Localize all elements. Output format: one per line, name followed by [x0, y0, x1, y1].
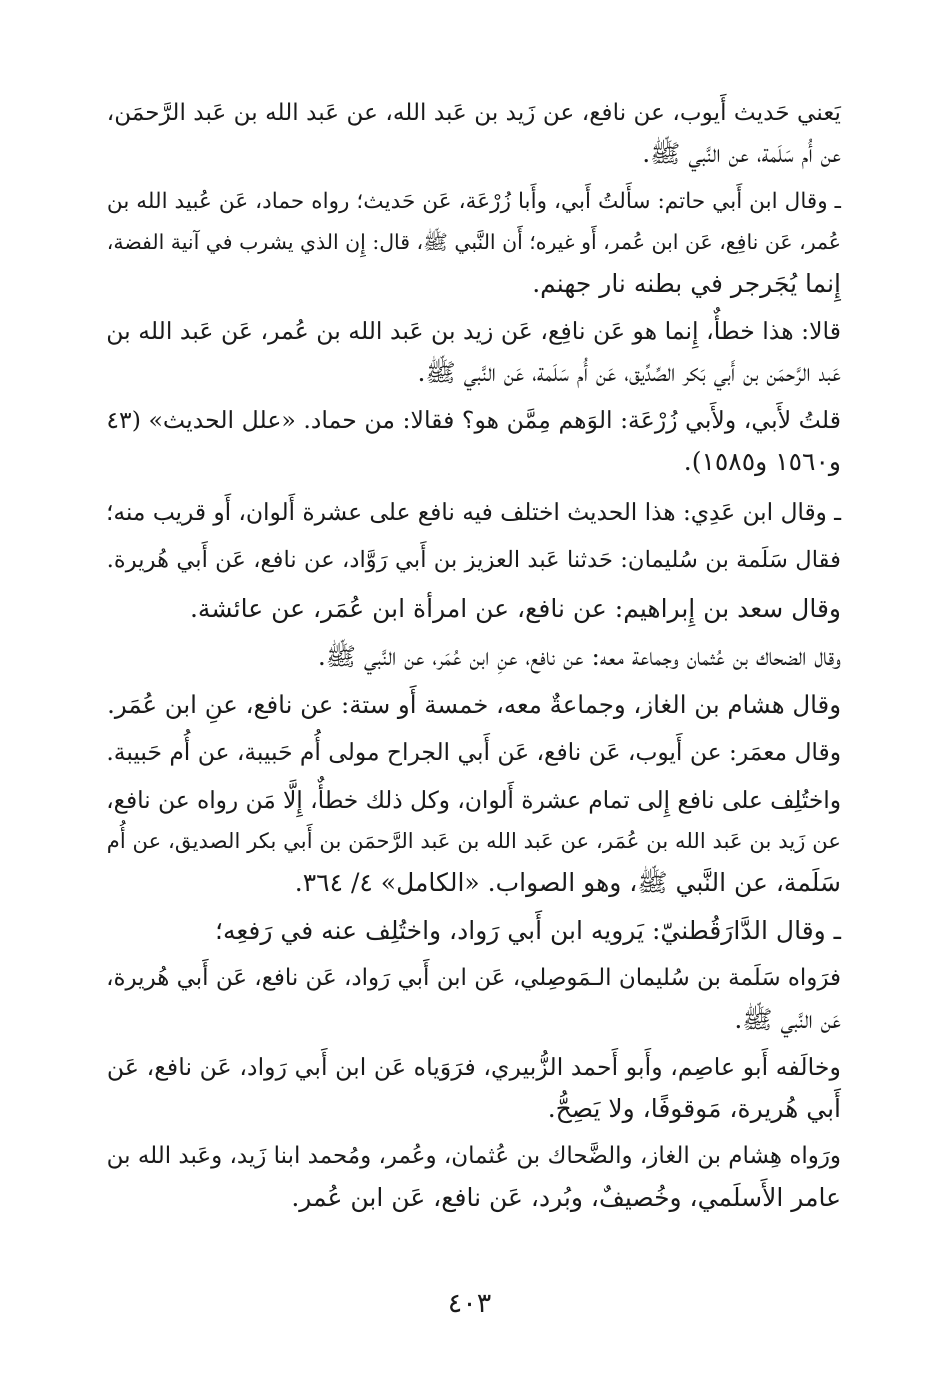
text-line: عن أُم سَلَمة، عن النَّبي ﷺ.	[642, 139, 841, 168]
text-line: ـ وقال ابن أَبي حاتم: سأَلتُ أَبي، وأَبا زُرْعَة، عَن حَديث؛ رواه حماد، عَن عُبيد الله بن	[106, 189, 841, 214]
text-line: عن زَيد بن عَبد الله بن عُمَر، عن عَبد الله بن عَبد الرَّحمَن بن أَبي بكر الصديق، عن أُم	[106, 829, 841, 854]
text-line: ـ وقال الدَّارَقُطنيّ: يَرويه ابن أَبي رَواد، واختُلِف عنه في رَفعِه؛	[215, 916, 841, 945]
paragraph	[95, 636, 841, 677]
text-line: وقال الضحاك بن عُثمان وجماعة معه: عن نافع، عنِ ابن عُمَر، عن النَّبي ﷺ.	[317, 642, 841, 671]
paragraph	[95, 400, 841, 482]
text-line: عُمر، عَن نافِع، عَن ابن عُمر، أَو غيره؛ أَن النَّبي ﷺ، قال: إِن الذي يشرب في آنية الفضة،	[106, 230, 841, 254]
paragraph	[95, 92, 841, 174]
text-line: وقال سعد بن إِبراهيم: عن نافع، عن امرأة ابن عُمَر، عن عائشة.	[189, 594, 841, 623]
paragraph	[95, 910, 841, 951]
text-line: وخالَفه أَبو عاصِم، وأَبو أَحمد الزُّبيري، فرَوَياه عَن ابن أَبي رَواد، عَن نافع، عَن	[106, 1053, 841, 1081]
text-line: سَلَمة، عن النَّبي ﷺ، وهو الصواب. «الكامل» ٤/ ٣٦٤.	[294, 868, 841, 897]
paragraph	[95, 958, 841, 1040]
text-line: قلتُ لأَبي، ولأَبي زُرْعَة: الوَهم مِمَّن هو؟ فقالا: من حماد. «علل الحديث» (٤٣	[106, 406, 841, 434]
text-line: قالا: هذا خطأٌ، إِنما هو عَن نافِع، عَن زيد بن عَبد الله بن عُمر، عَن عَبد الله بن	[106, 317, 841, 345]
paragraph	[95, 311, 841, 393]
text-line: وقال هشام بن الغاز، وجماعةٌ معه، خمسة أَو ستة: عن نافع، عنِ ابن عُمَر.	[107, 690, 841, 719]
text-line: إِنما يُجَرجر في بطنه نار جهنم.	[532, 269, 841, 298]
text-line: أَبي هُريرة، مَوقوفًا، ولا يَصِحُّ.	[547, 1094, 841, 1123]
text-line: ورَواه هِشام بن الغاز، والضَّحاك بن عُثمان، وعُمر، ومُحمد ابنا زَيد، وعَبد الله بن	[106, 1143, 841, 1169]
paragraph	[95, 732, 841, 773]
text-line: عامر الأَسلَمي، وخُصيفٌ، وبُرد، عَن نافع، عَن ابن عُمر.	[291, 1183, 841, 1212]
page-body	[95, 92, 841, 1225]
text-line: و١٥٦٠ و١٥٨٥).	[683, 447, 841, 476]
text-line: فرَواه سَلَمة بن سُليمان الـمَوصِلي، عَن ابن أَبي رَواد، عَن نافع، عَن أَبي هُريرة،	[106, 965, 841, 991]
paragraph	[95, 588, 841, 629]
text-line: ـ وقال ابن عَدِي: هذا الحديث اختلف فيه نافع على عشرة أَلوان، أَو قريب منه؛	[106, 499, 841, 526]
text-line: وقال معمَر: عن أَيوب، عَن نافع، عَن أَبي الجراح مولى أُم حَبيبة، عن أُم حَبيبة.	[106, 738, 841, 766]
paragraph	[95, 780, 841, 903]
paragraph	[95, 540, 841, 581]
paragraph	[95, 492, 841, 533]
paragraph	[95, 181, 841, 304]
page-number: ٤٠٣	[447, 1288, 492, 1319]
text-line: يَعني حَديث أَيوب، عن نافع، عن زَيد بن عَبد الله، عن عَبد الله بن عَبد الرَّحمَن،	[106, 99, 841, 126]
paragraph	[95, 1136, 841, 1218]
text-line: عَبد الرَّحمَن بن أَبي بَكر الصِّدِّيق، عَن أُم سَلَمة، عَن النَّبي ﷺ.	[417, 358, 841, 387]
text-line: فقال سَلَمة بن سُليمان: حَدثنا عَبد العزيز بن أَبي رَوَّاد، عن نافع، عَن أَبي هُريرة.	[106, 547, 841, 573]
text-line: واختُلِف على نافع إِلى تمام عشرة أَلوان، وكل ذلك خطأٌ، إِلَّا مَن رواه عن نافع،	[106, 787, 841, 814]
text-line: عَن النَّبي ﷺ.	[734, 1005, 841, 1034]
paragraph	[95, 684, 841, 725]
paragraph	[95, 1047, 841, 1129]
